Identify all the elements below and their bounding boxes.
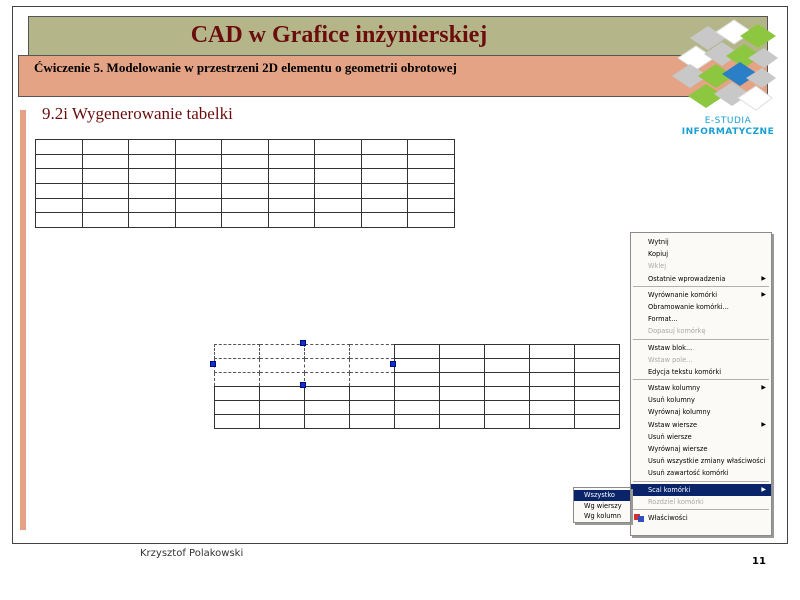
table-cell (408, 140, 455, 155)
table-cell (268, 184, 315, 199)
table-cell (82, 198, 129, 213)
table-cell (82, 213, 129, 228)
subtitle-bar (18, 55, 768, 97)
table-cell (129, 184, 176, 199)
table-cell[interactable] (305, 401, 350, 415)
table-cell (315, 198, 362, 213)
table-cell (82, 184, 129, 199)
merge-cells-submenu (573, 487, 631, 523)
table-cell (268, 213, 315, 228)
table-cell (222, 213, 269, 228)
menu-item-label: Ostatnie wprowadzenia (648, 274, 726, 283)
submenu-arrow-icon: ▶ (761, 290, 766, 298)
selected-cell[interactable] (350, 345, 395, 359)
submenu-item[interactable]: Wg wierszy (584, 501, 622, 510)
menu-item-label: Wyrównaj wiersze (648, 445, 708, 453)
table-cell (129, 140, 176, 155)
table-cell[interactable] (260, 401, 305, 415)
table-cell (268, 198, 315, 213)
table-cell[interactable] (440, 345, 485, 359)
table-cell[interactable] (440, 373, 485, 387)
table-cell (361, 169, 408, 184)
table-cell (222, 184, 269, 199)
menu-item-label: Scal komórki (648, 485, 691, 494)
table-cell (36, 169, 83, 184)
table-cell[interactable] (215, 415, 260, 429)
table-cell (361, 198, 408, 213)
selected-cell[interactable] (260, 373, 305, 387)
submenu-item[interactable]: Wszystko (574, 490, 630, 501)
slide-subtitle: Ćwiczenie 5. Modelowanie w przestrzeni 2D elementu o geometrii obrotowej (34, 60, 457, 75)
table-cell (129, 154, 176, 169)
table-cell (408, 154, 455, 169)
menu-item-label: Usuń wszystkie zmiany właściwości (648, 457, 766, 466)
menu-item-label: Wklej (648, 262, 667, 271)
table-cell (315, 184, 362, 199)
grip-handle[interactable] (300, 382, 306, 388)
cad-table-selection[interactable] (214, 344, 620, 429)
generated-table (35, 139, 455, 228)
table-cell (222, 169, 269, 184)
submenu-arrow-icon: ▶ (761, 274, 766, 282)
menu-item (631, 260, 771, 272)
menu-item[interactable] (631, 273, 771, 285)
menu-item-label: Edycja tekstu komórki (648, 367, 722, 376)
selected-cell[interactable] (260, 345, 305, 359)
selected-cell[interactable] (215, 359, 260, 373)
menu-item-label: Wstaw wiersze (648, 420, 698, 429)
table-cell (175, 198, 222, 213)
table-cell (82, 169, 129, 184)
menu-item (631, 354, 771, 366)
table-cell[interactable] (575, 401, 620, 415)
title-bar (28, 16, 768, 56)
table-cell[interactable] (215, 401, 260, 415)
table-cell (129, 169, 176, 184)
menu-item-label: Obramowanie komórki... (648, 302, 729, 311)
table-cell[interactable] (530, 387, 575, 401)
section-title: 9.2i Wygenerowanie tabelki (42, 104, 233, 123)
menu-item-label: Wyrównanie komórki (648, 290, 718, 299)
table-cell[interactable] (260, 387, 305, 401)
table-row[interactable] (215, 387, 620, 401)
grip-handle[interactable] (390, 361, 396, 367)
page-number: 11 (752, 556, 766, 567)
menu-item[interactable] (631, 313, 771, 325)
menu-item[interactable] (631, 289, 771, 301)
menu-item[interactable] (631, 443, 771, 455)
menu-item[interactable] (631, 431, 771, 443)
menu-item[interactable] (631, 366, 771, 378)
table-cell[interactable] (215, 387, 260, 401)
table-cell (408, 198, 455, 213)
table-cell (36, 184, 83, 199)
table-cell[interactable] (530, 401, 575, 415)
table-cell[interactable] (440, 401, 485, 415)
menu-item[interactable] (631, 301, 771, 313)
selected-cell[interactable] (305, 345, 350, 359)
menu-separator (633, 509, 769, 510)
table-row (36, 140, 455, 155)
selected-cell[interactable] (215, 373, 260, 387)
selected-cell[interactable] (215, 345, 260, 359)
selected-cell[interactable] (260, 359, 305, 373)
table-cell[interactable] (260, 415, 305, 429)
table-row[interactable] (215, 401, 620, 415)
menu-item-label: Wstaw pole... (648, 355, 693, 364)
table-cell[interactable] (395, 387, 440, 401)
logo-line1: E-STUDIA (704, 116, 752, 126)
table-cell (36, 213, 83, 228)
menu-separator (633, 339, 769, 340)
table-cell (361, 184, 408, 199)
table-row[interactable] (215, 345, 620, 359)
selected-cell[interactable] (350, 373, 395, 387)
properties-icon (634, 514, 644, 522)
table-cell (268, 140, 315, 155)
table-cell (36, 154, 83, 169)
table-cell[interactable] (575, 359, 620, 373)
table-row[interactable] (215, 415, 620, 429)
menu-item[interactable] (631, 248, 771, 260)
menu-item[interactable] (631, 382, 771, 394)
table-cell (36, 140, 83, 155)
table-cell (222, 154, 269, 169)
menu-item-label: Format... (648, 315, 678, 324)
grip-handle[interactable] (300, 340, 306, 346)
table-cell[interactable] (395, 415, 440, 429)
table-cell (408, 213, 455, 228)
menu-item-label: Wstaw kolumny (648, 384, 701, 393)
table-cell[interactable] (305, 387, 350, 401)
menu-item (631, 496, 771, 508)
logo-line2: INFORMATYCZNE (681, 127, 775, 137)
footer-author: Krzysztof Polakowski (140, 548, 244, 559)
table-cell (315, 140, 362, 155)
table-cell (175, 213, 222, 228)
submenu-item[interactable]: Wg kolumn (584, 512, 622, 520)
table-cell[interactable] (485, 415, 530, 429)
submenu-arrow-icon: ▶ (761, 420, 766, 428)
table-row[interactable] (215, 359, 620, 373)
table-cell[interactable] (530, 373, 575, 387)
table-cell[interactable] (485, 359, 530, 373)
menu-item-label: Właściwości (648, 513, 688, 522)
table-row (36, 154, 455, 169)
menu-item-label: Wytnij (648, 238, 669, 246)
menu-item[interactable] (631, 419, 771, 431)
table-cell[interactable] (575, 345, 620, 359)
slide-title: CAD w Grafice inżynierskiej (190, 22, 488, 48)
table-cell[interactable] (395, 401, 440, 415)
menu-separator (633, 379, 769, 380)
menu-item-label: Usuń wiersze (648, 432, 692, 441)
logo-text (678, 116, 778, 138)
table-cell (175, 184, 222, 199)
menu-item[interactable] (631, 512, 771, 524)
table-cell[interactable] (575, 373, 620, 387)
menu-item[interactable] (631, 236, 771, 248)
table-cell[interactable] (305, 415, 350, 429)
submenu-arrow-icon: ▶ (761, 384, 766, 392)
menu-item[interactable] (631, 342, 771, 354)
menu-item-label: Dopasuj komórkę (648, 327, 706, 336)
menu-item-label: Usuń kolumny (648, 396, 695, 405)
table-cell[interactable] (575, 387, 620, 401)
table-cell (222, 198, 269, 213)
table-cell (268, 169, 315, 184)
table-cell[interactable] (440, 387, 485, 401)
menu-item[interactable] (631, 455, 771, 467)
table-row (36, 198, 455, 213)
table-cell[interactable] (485, 345, 530, 359)
table-cell[interactable] (485, 401, 530, 415)
table-cell[interactable] (485, 387, 530, 401)
table-row (36, 169, 455, 184)
table-cell (315, 154, 362, 169)
submenu-arrow-icon: ▶ (761, 485, 766, 493)
left-accent-bar (20, 110, 26, 530)
menu-item-label: Rozdziel komórki (648, 497, 704, 506)
menu-item[interactable] (631, 394, 771, 406)
menu-item[interactable] (631, 406, 771, 418)
selected-cell[interactable] (305, 373, 350, 387)
table-cell[interactable] (395, 373, 440, 387)
table-cell (82, 154, 129, 169)
menu-item (631, 325, 771, 337)
table-cell[interactable] (530, 345, 575, 359)
table-cell (361, 154, 408, 169)
table-row[interactable] (215, 373, 620, 387)
context-menu (630, 232, 772, 536)
table-cell[interactable] (485, 373, 530, 387)
table-cell[interactable] (530, 359, 575, 373)
table-cell (315, 169, 362, 184)
table-cell (82, 140, 129, 155)
table-cell (36, 198, 83, 213)
menu-item-label: Kopiuj (648, 250, 669, 259)
table-cell (175, 140, 222, 155)
table-cell[interactable] (350, 401, 395, 415)
table-cell[interactable] (530, 415, 575, 429)
menu-item[interactable] (631, 467, 771, 479)
table-cell[interactable] (395, 345, 440, 359)
table-cell (361, 213, 408, 228)
table-cell (129, 198, 176, 213)
table-cell (408, 184, 455, 199)
table-cell (222, 140, 269, 155)
table-cell (129, 213, 176, 228)
table-cell[interactable] (350, 387, 395, 401)
table-cell (315, 213, 362, 228)
table-cell[interactable] (440, 415, 485, 429)
table-cell[interactable] (440, 359, 485, 373)
menu-item-label: Usuń zawartość komórki (648, 469, 729, 478)
menu-separator (633, 481, 769, 482)
grip-handle[interactable] (210, 361, 216, 367)
table-cell (408, 169, 455, 184)
table-row (36, 213, 455, 228)
menu-item[interactable] (631, 484, 771, 496)
menu-separator (633, 286, 769, 287)
table-cell[interactable] (350, 415, 395, 429)
table-cell[interactable] (395, 359, 440, 373)
table-cell (175, 154, 222, 169)
selected-cell[interactable] (305, 359, 350, 373)
table-cell (175, 169, 222, 184)
table-cell (268, 154, 315, 169)
table-cell[interactable] (575, 415, 620, 429)
menu-item-label: Wstaw blok... (648, 343, 693, 352)
table-cell (361, 140, 408, 155)
menu-item-label: Wyrównaj kolumny (648, 408, 711, 417)
selected-cell[interactable] (350, 359, 395, 373)
table-row (36, 184, 455, 199)
